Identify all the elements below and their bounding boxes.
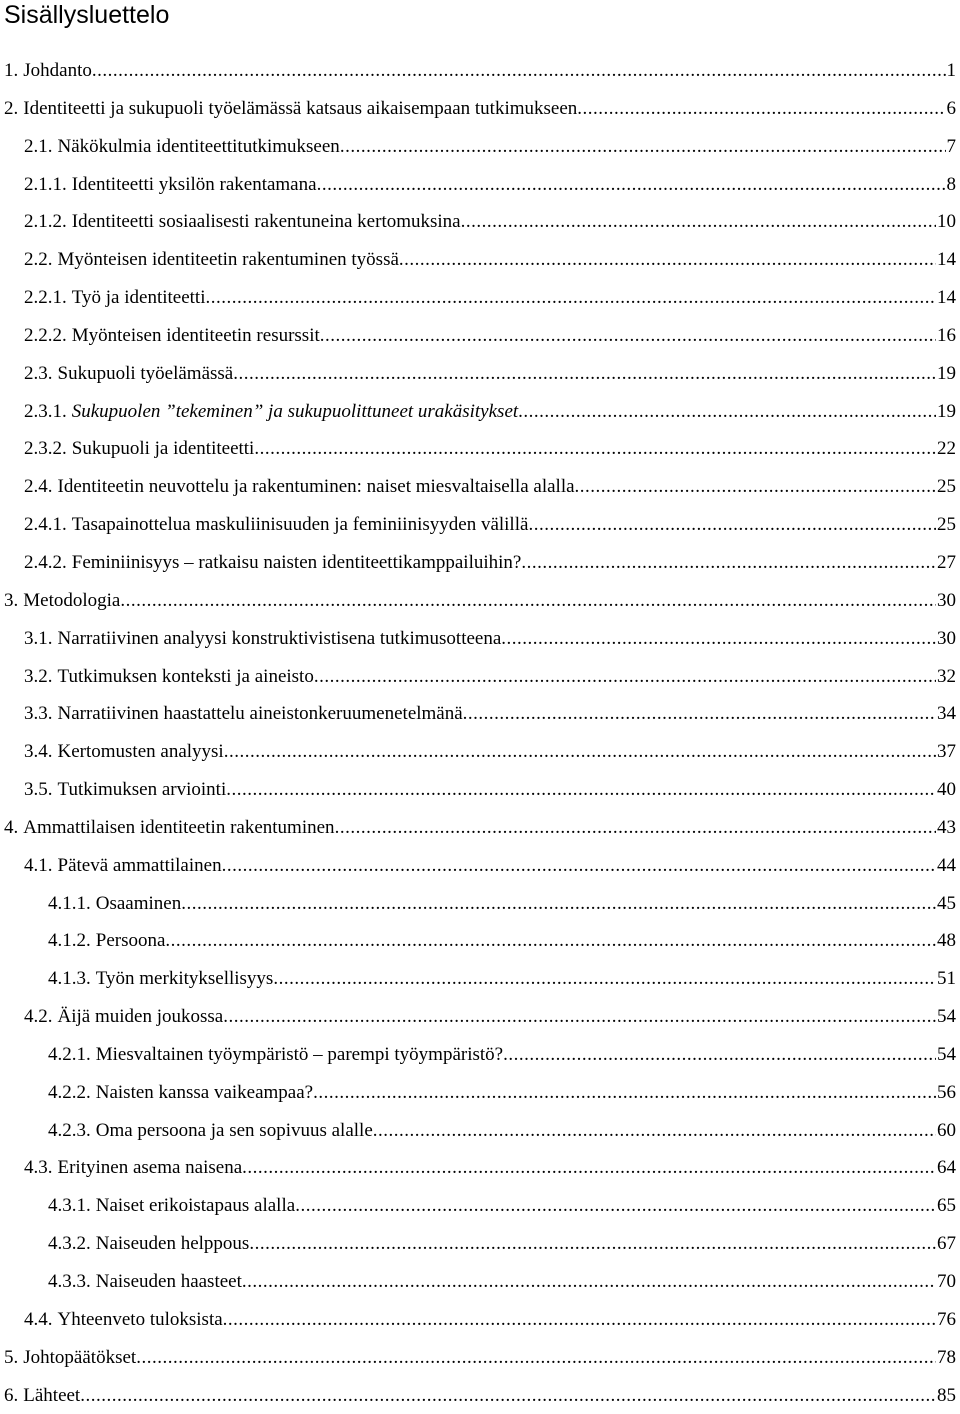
toc-entry-number: 4.3. [24,1157,53,1179]
toc-entry-number: 3. [4,589,19,611]
toc-entry[interactable] [0,1301,956,1339]
dot-leader [273,960,936,998]
toc-entry-page-number: 37 [937,741,956,763]
toc-entry-page-number: 30 [937,627,956,649]
toc-entry-title: Tutkimuksen konteksti ja aineisto [57,665,314,687]
toc-entry[interactable] [0,885,956,923]
toc-entry[interactable] [0,695,956,733]
toc-entry-page-number: 25 [937,476,956,498]
toc-entry[interactable] [0,809,956,847]
toc-entry-page-number: 40 [937,779,956,801]
dot-leader [501,620,936,658]
toc-entry-page-number: 22 [937,438,956,460]
toc-entry[interactable] [0,960,956,998]
toc-entry-number: 4.1. [24,854,53,876]
toc-entry[interactable] [0,1187,956,1225]
toc-entry-number: 2.2.2. [24,324,67,346]
dot-leader [206,279,937,317]
toc-entry-page-number: 1 [946,60,956,81]
toc-entry-number: 4.2.2. [48,1081,91,1103]
dot-leader [521,544,936,582]
dot-leader [165,922,936,960]
toc-entry-number: 2.3. [24,362,53,384]
dot-leader [577,90,945,128]
toc-entry-page-number: 34 [937,703,956,725]
toc-entry-title: Feminiinisyys – ratkaisu naisten identiteettikamppailuihin? [71,551,522,573]
toc-entry[interactable] [0,998,956,1036]
toc-entry-title: Työn merkityksellisyys [95,968,274,990]
toc-entry-title: Ammattilaisen identiteetin rakentuminen [23,816,335,838]
toc-entry[interactable] [0,430,956,468]
toc-entry[interactable] [0,355,956,393]
toc-entry[interactable] [0,317,956,355]
toc-entry-page-number: 14 [937,249,956,271]
toc-entry[interactable] [0,1377,956,1414]
toc-entry[interactable] [0,544,956,582]
toc-entry-number: 3.3. [24,703,53,725]
toc-entry-page-number: 44 [937,854,956,876]
toc-entry-number: 6. [4,1384,19,1406]
toc-entry-number: 3.4. [24,741,53,763]
dot-leader [181,885,936,923]
toc-entry-title: Naisten kanssa vaikeampaa? [95,1081,314,1103]
toc-entry-number: 4.2.1. [48,1043,91,1065]
dot-leader [373,1112,936,1150]
toc-entry-page-number: 48 [937,930,956,952]
toc-entry-title: Identiteetin neuvottelu ja rakentuminen: naiset miesvaltaisella alalla [57,476,575,498]
toc-entry[interactable] [0,922,956,960]
dot-leader [314,658,936,696]
toc-entry[interactable] [0,52,956,90]
dot-leader [242,1263,936,1301]
toc-entry-title: Naiseuden haasteet [95,1271,242,1292]
toc-entry-title: Identiteetti yksilön rakentamana [71,173,317,195]
toc-entry-page-number: 85 [937,1384,956,1406]
toc-entry[interactable] [0,658,956,696]
toc-entry-number: 4.2. [24,1006,53,1028]
toc-entry-page-number: 43 [937,816,956,838]
dot-leader [233,355,936,393]
toc-entry-title: Sukupuoli työelämässä [57,362,234,384]
dot-leader [80,1377,936,1414]
toc-entry-title: Näkökulmia identiteettitutkimukseen [57,135,340,157]
dot-leader [92,52,946,90]
dot-leader [249,1225,936,1263]
toc-entry[interactable] [0,1112,956,1150]
toc-entry-page-number: 65 [937,1195,956,1217]
dot-leader [136,1339,936,1377]
toc-entry-number: 2.3.2. [24,438,67,460]
toc-entry[interactable] [0,771,956,809]
dot-leader [222,847,936,885]
toc-entry-title: Äijä muiden joukossa [57,1006,224,1028]
toc-entry[interactable] [0,847,956,885]
toc-heading: Sisällysluettelo [4,1,170,29]
toc-entry-number: 4.4. [24,1308,53,1330]
toc-entry-number: 4.1.1. [48,892,91,914]
toc-entry[interactable] [0,506,956,544]
toc-entry-number: 3.2. [24,665,53,687]
toc-entry-title: Lähteet [23,1384,81,1406]
toc-list [0,52,956,1414]
toc-entry-number: 2.4. [24,476,53,498]
toc-entry[interactable] [0,1074,956,1112]
toc-entry[interactable] [0,1263,956,1301]
toc-entry-number: 2.2.1. [24,287,67,309]
toc-entry-page-number: 54 [937,1006,956,1028]
dot-leader [518,393,936,431]
toc-entry-title: Narratiivinen haastattelu aineistonkeruumenetelmänä [57,703,463,725]
dot-leader [399,241,936,279]
toc-entry-title: Johdanto [23,60,92,81]
toc-entry-page-number: 76 [937,1308,956,1330]
toc-entry-title: Johtopäätökset [23,1346,137,1368]
toc-entry[interactable] [0,620,956,658]
dot-leader [254,430,936,468]
toc-entry-title: Kertomusten analyysi [57,741,224,763]
toc-entry-number: 4.1.2. [48,930,91,952]
dot-leader [575,468,936,506]
toc-entry-page-number: 14 [937,287,956,309]
dot-leader [317,166,946,204]
toc-entry-page-number: 8 [946,173,956,195]
toc-entry-number: 4.3.3. [48,1271,91,1292]
toc-entry-page-number: 51 [937,968,956,990]
toc-entry-number: 2. [4,97,19,119]
toc-entry-page-number: 54 [937,1043,956,1065]
toc-entry-title: Identiteetti sosiaalisesti rakentuneina kertomuksina [71,211,461,233]
toc-entry-number: 2.1.2. [24,211,67,233]
toc-entry-page-number: 10 [937,211,956,233]
toc-entry[interactable] [0,1225,956,1263]
toc-entry-title: Pätevä ammattilainen [57,854,222,876]
toc-entry[interactable] [0,241,956,279]
toc-entry-page-number: 64 [937,1157,956,1179]
toc-entry-number: 3.5. [24,779,53,801]
dot-leader [463,695,936,733]
toc-entry-number: 2.3.1. [24,400,67,422]
dot-leader [224,733,936,771]
toc-entry-page-number: 19 [937,362,956,384]
toc-entry-number: 5. [4,1346,19,1368]
toc-entry[interactable] [0,279,956,317]
toc-entry-number: 4.3.1. [48,1195,91,1217]
toc-entry-page-number: 78 [937,1346,956,1368]
toc-entry-number: 1. [4,60,19,81]
toc-entry-page-number: 19 [937,400,956,422]
toc-entry-number: 4. [4,816,19,838]
dot-leader [320,317,936,355]
dot-leader [335,809,936,847]
toc-entry-number: 2.4.2. [24,551,67,573]
toc-entry-number: 2.1.1. [24,173,67,195]
toc-entry[interactable] [0,90,956,128]
toc-entry-number: 4.3.2. [48,1233,91,1255]
toc-entry-title: Myönteisen identiteetin rakentuminen työssä [57,249,399,271]
toc-entry-title: Erityinen asema naisena [57,1157,243,1179]
toc-entry-title: Persoona [95,930,166,952]
toc-entry-title: Identiteetti ja sukupuoli työelämässä katsaus aikaisempaan tutkimukseen [23,97,578,119]
toc-entry-page-number: 56 [937,1081,956,1103]
dot-leader [503,1036,936,1074]
toc-entry-number: 2.1. [24,135,53,157]
toc-entry-page-number: 60 [937,1119,956,1141]
toc-entry-title: Työ ja identiteetti [71,287,206,309]
toc-entry[interactable] [0,582,956,620]
toc-entry[interactable] [0,393,956,431]
toc-entry[interactable] [0,1149,956,1187]
dot-leader [242,1149,936,1187]
dot-leader [223,998,936,1036]
toc-entry-title: Narratiivinen analyysi konstruktivistisena tutkimusotteena [57,627,502,649]
toc-entry[interactable] [0,128,956,166]
dot-leader [120,582,936,620]
toc-entry-title: Tasapainottelua maskuliinisuuden ja feminiinisyyden välillä [71,514,529,536]
toc-entry-title: Sukupuolen ”tekeminen” ja sukupuolittuneet urakäsitykset [71,400,519,422]
dot-leader [340,128,946,166]
dot-leader [223,1301,936,1339]
dot-leader [226,771,936,809]
toc-entry-title: Metodologia [23,589,121,611]
toc-entry-title: Naiseuden helppous [95,1233,250,1255]
dot-leader [313,1074,936,1112]
toc-entry[interactable] [0,1339,956,1377]
toc-entry-page-number: 32 [937,665,956,687]
toc-entry-page-number: 16 [937,324,956,346]
dot-leader [528,506,936,544]
toc-entry-page-number: 67 [937,1233,956,1255]
toc-entry-page-number: 6 [946,97,956,119]
toc-entry[interactable] [0,1036,956,1074]
toc-entry-page-number: 27 [937,551,956,573]
toc-entry-title: Naiset erikoistapaus alalla [95,1195,296,1217]
toc-entry-page-number: 25 [937,514,956,536]
toc-entry-title: Miesvaltainen työympäristö – parempi työympäristö? [95,1043,504,1065]
toc-entry[interactable] [0,166,956,204]
toc-entry-title: Osaaminen [95,892,182,914]
toc-entry[interactable] [0,468,956,506]
dot-leader [461,203,936,241]
toc-entry-number: 2.4.1. [24,514,67,536]
toc-entry-number: 2.2. [24,249,53,271]
toc-entry-page-number: 70 [937,1271,956,1292]
toc-entry[interactable] [0,203,956,241]
toc-entry-title: Oma persoona ja sen sopivuus alalle [95,1119,373,1141]
toc-entry-title: Myönteisen identiteetin resurssit [71,324,320,346]
toc-entry-title: Tutkimuksen arviointi [57,779,227,801]
toc-entry-number: 4.2.3. [48,1119,91,1141]
toc-entry-page-number: 45 [937,892,956,914]
dot-leader [295,1187,936,1225]
toc-entry-number: 4.1.3. [48,968,91,990]
toc-entry-page-number: 30 [937,589,956,611]
toc-entry-title: Sukupuoli ja identiteetti [71,438,255,460]
toc-entry-number: 3.1. [24,627,53,649]
toc-entry-page-number: 7 [946,135,956,157]
toc-entry[interactable] [0,733,956,771]
toc-entry-title: Yhteenveto tuloksista [57,1308,223,1330]
